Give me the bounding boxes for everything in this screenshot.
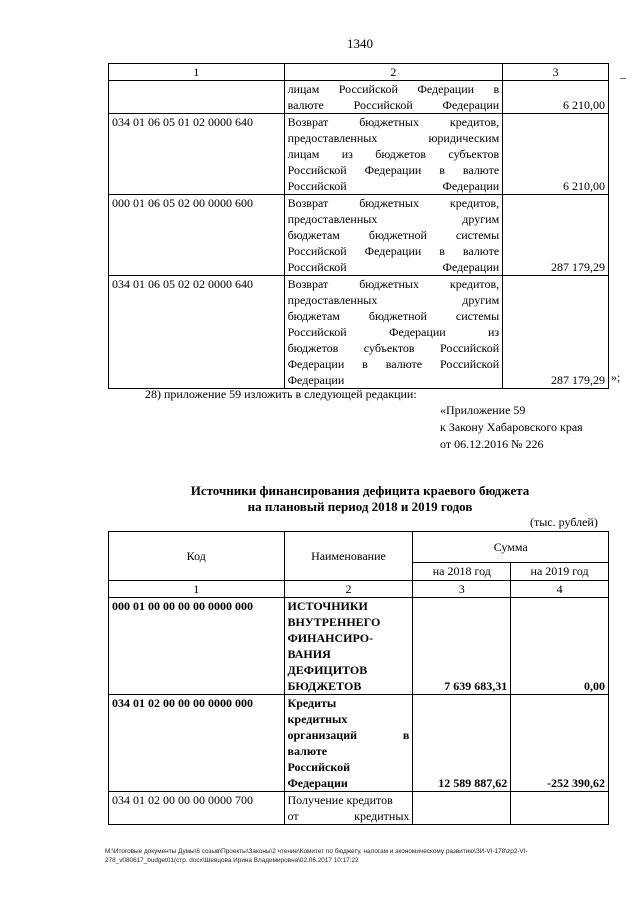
column-number: 1 — [109, 581, 285, 598]
file-path-footer: М:\Итоговые документы Думы\6 созыв\Проекты\Законы\2 чтение\Комитет по бюджету, налогам и экономическому развитию\ЗИ-VI-178\zp2-VI-278_v080617_budget01(стр. docx\Шевцова Ирина Владимировна\02.06.2017 10:17:22 — [105, 848, 528, 864]
name-line: Российской — [287, 760, 351, 774]
row-code: 000 01 00 00 00 00 0000 000 — [109, 598, 285, 695]
row-name — [284, 276, 503, 389]
header-row — [109, 532, 609, 563]
margin-dash: – — [620, 70, 626, 84]
name-line: валюте — [287, 744, 328, 758]
appendix-line: от 06.12.2016 № 226 — [440, 437, 544, 451]
name-line: организаций в — [287, 728, 410, 742]
column-number: 2 — [284, 64, 503, 81]
closing-quote: »; — [611, 370, 621, 384]
name-line: лицам из бюджетов субъектов — [287, 147, 500, 161]
header-2019: на 2019 год — [511, 563, 609, 581]
row-code: 034 01 06 05 01 02 0000 640 — [109, 114, 285, 195]
name-line: Российской Федерации из — [287, 325, 500, 339]
name-line: Федерации — [287, 373, 345, 387]
row-value: 287 179,29 — [503, 195, 609, 276]
name-line: ДЕФИЦИТОВ — [287, 663, 368, 677]
amendment-paragraph: 28) приложение 59 изложить в следующей редакции: — [145, 387, 417, 401]
name-line: Российской Федерации в валюте — [287, 163, 500, 177]
row-code: 034 01 02 00 00 00 0000 700 — [109, 792, 285, 825]
name-line: БЮДЖЕТОВ — [287, 679, 362, 693]
row-value: 287 179,29 — [503, 276, 609, 389]
name-line: ВНУТРЕННЕГО — [287, 615, 381, 629]
name-line: бюджетам бюджетной системы — [287, 228, 500, 242]
row-code: 034 01 06 05 02 02 0000 640 — [109, 276, 285, 389]
page-number: 1340 — [347, 36, 373, 51]
name-line: Кредиты — [287, 696, 337, 710]
row-code — [109, 81, 285, 114]
name-line: Федерации в валюте Российской — [287, 357, 500, 371]
name-line: Российской Федерации — [287, 260, 500, 274]
name-line: Федерации — [287, 776, 348, 790]
name-line: лицам Российской Федерации в — [287, 82, 500, 96]
table-row — [109, 792, 609, 825]
name-line: предоставленных юридическим — [287, 131, 500, 145]
name-line: Возврат бюджетных кредитов, — [287, 277, 500, 291]
row-name — [284, 195, 503, 276]
name-line: предоставленных другим — [287, 212, 500, 226]
name-line: валюте Российской Федерации — [287, 98, 500, 112]
row-value: 6 210,00 — [503, 81, 609, 114]
table-row — [109, 695, 609, 792]
row-value-2018: 7 639 683,31 — [413, 598, 511, 695]
row-value-2019: 0,00 — [511, 598, 609, 695]
appendix-line: «Приложение 59 — [440, 403, 526, 417]
row-value-2019: -252 390,62 — [511, 695, 609, 792]
column-number: 1 — [109, 64, 285, 81]
document-title: Источники финансирования дефицита краевого бюджета — [190, 483, 530, 498]
name-line: ИСТОЧНИКИ — [287, 599, 368, 613]
name-line: ФИНАНСИРО- — [287, 631, 374, 645]
name-line: бюджетам бюджетной системы — [287, 309, 500, 323]
row-name — [284, 598, 413, 695]
name-line: бюджетов субъектов Российской — [287, 341, 500, 355]
column-number: 2 — [284, 581, 413, 598]
header-name: Наименование — [284, 532, 413, 581]
name-line: предоставленных другим — [287, 293, 500, 307]
column-number: 4 — [511, 581, 609, 598]
table-row — [109, 276, 609, 389]
column-number-row — [109, 64, 609, 81]
header-2018: на 2018 год — [413, 563, 511, 581]
table-row — [109, 81, 609, 114]
row-value-2019 — [511, 792, 609, 825]
header-code: Код — [109, 532, 285, 581]
row-value: 6 210,00 — [503, 114, 609, 195]
row-code: 034 01 02 00 00 00 0000 000 — [109, 695, 285, 792]
row-value-2018 — [413, 792, 511, 825]
column-number: 3 — [503, 64, 609, 81]
row-name — [284, 81, 503, 114]
table-row — [109, 598, 609, 695]
column-number-row — [109, 581, 609, 598]
row-name — [284, 695, 413, 792]
row-name — [284, 114, 503, 195]
name-line: ВАНИЯ — [287, 647, 331, 661]
header-sum: Сумма — [413, 532, 609, 563]
units-label: (тыс. рублей) — [530, 515, 598, 529]
name-line: кредитных — [287, 712, 348, 726]
name-line: Возврат бюджетных кредитов, — [287, 115, 500, 129]
name-line: Получение кредитов — [287, 793, 393, 807]
appendix-line: к Закону Хабаровского края — [440, 420, 583, 434]
name-line: Российской Федерации — [287, 179, 500, 193]
sources-table-continued — [108, 63, 609, 389]
name-line: от кредитных — [287, 809, 410, 823]
name-line: Возврат бюджетных кредитов, — [287, 196, 500, 210]
table-row — [109, 195, 609, 276]
column-number: 3 — [413, 581, 511, 598]
document-subtitle: на плановый период 2018 и 2019 годов — [247, 499, 473, 514]
financing-sources-table — [108, 531, 609, 825]
table-row — [109, 114, 609, 195]
name-line: Российской Федерации в валюте — [287, 244, 500, 258]
row-value-2018: 12 589 887,62 — [413, 695, 511, 792]
row-code: 000 01 06 05 02 00 0000 600 — [109, 195, 285, 276]
row-name — [284, 792, 413, 825]
